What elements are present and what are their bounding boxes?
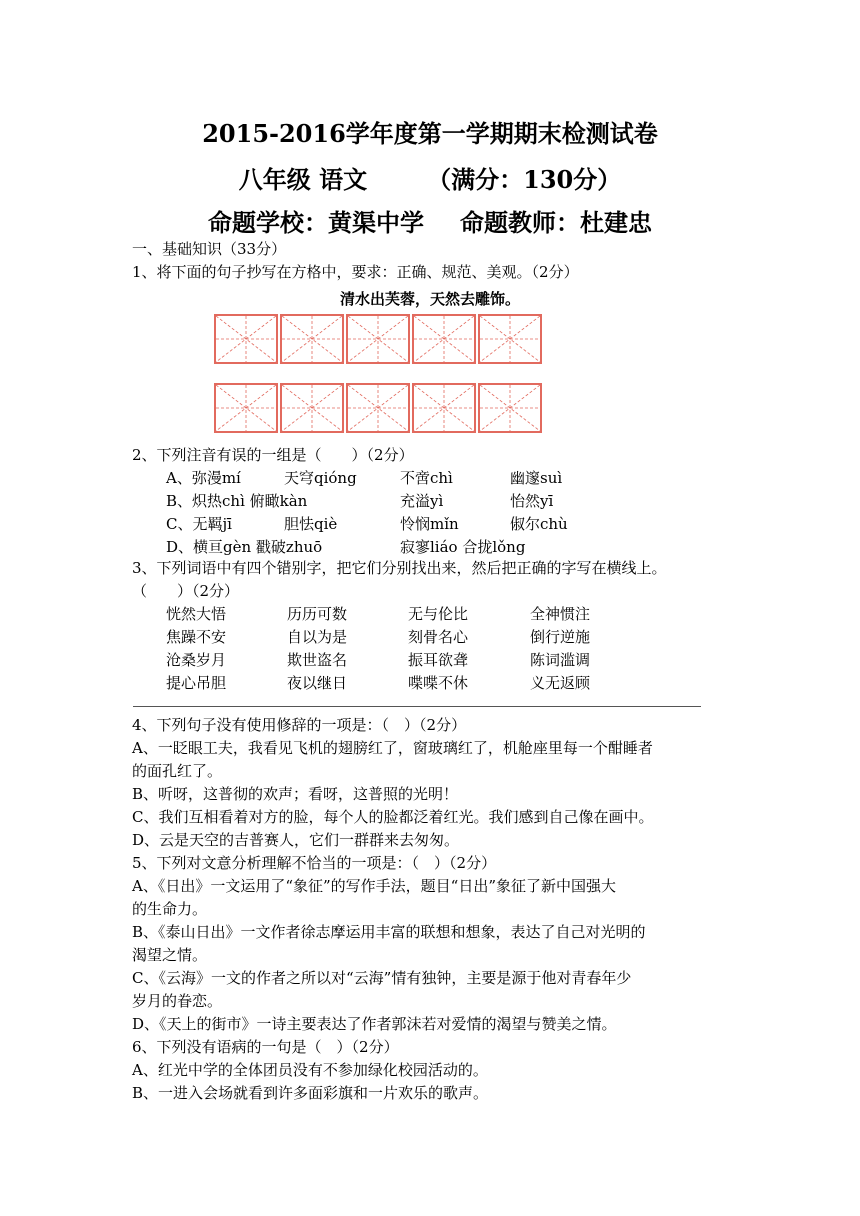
writing-grid-row-1 (214, 314, 544, 364)
q5-option-d: D、《天上的街市》一诗主要表达了作者郭沫若对爱情的渴望与赞美之情。 (132, 1015, 617, 1033)
q2-option-item: 不啻chì (400, 469, 453, 487)
grid-cell[interactable] (478, 383, 542, 433)
q3-word: 欺世盗名 (287, 651, 348, 669)
q2-option-item: D、横亘gèn 戳破zhuō (166, 538, 323, 556)
q3-word: 夜以继日 (287, 674, 348, 692)
q3-word: 无与伦比 (408, 605, 469, 623)
writing-grid-row-2 (214, 383, 544, 433)
q3-paren: （ ）（2分） (132, 582, 240, 600)
section-heading: 一、基础知识（33分） (132, 240, 287, 258)
q4-option-b: B、听呀，这普彻的欢声；看呀，这普照的光明！ (132, 785, 459, 803)
q3-word: 焦躁不安 (166, 628, 227, 646)
q4-text: 4、下列句子没有使用修辞的一项是：（ ）（2分） (132, 716, 467, 734)
q2-option-item: 幽邃suì (510, 469, 563, 487)
grid-cell[interactable] (346, 314, 410, 364)
q3-word: 恍然大悟 (166, 605, 227, 623)
q6-option-a: A、红光中学的全体团员没有不参加绿化校园活动的。 (132, 1061, 488, 1079)
q5-option-a: A、《日出》一文运用了“象征”的写作手法，题目“日出”象征了新中国强大 (132, 877, 617, 895)
grade-subject-line (0, 160, 860, 195)
q5-option-c: C、《云海》一文的作者之所以对“云海”情有独钟，主要是源于他对青春年少 (132, 969, 632, 987)
q3-word: 全神惯注 (530, 605, 591, 623)
q4-option-a: A、一眨眼工夫，我看见飞机的翅膀红了，窗玻璃红了，机舱座里每一个酣睡者 (132, 739, 653, 757)
school: 命题学校：黄渠中学 (208, 208, 424, 237)
q2-option-item: 胆怯qiè (284, 515, 338, 533)
q3-word: 历历可数 (287, 605, 348, 623)
q5-text: 5、下列对文意分析理解不恰当的一项是：（ ）（2分） (132, 854, 497, 872)
q5-option-b: B、《泰山日出》一文作者徐志摩运用丰富的联想和想象，表达了自己对光明的 (132, 923, 646, 941)
grid-cell[interactable] (478, 314, 542, 364)
answer-line[interactable] (133, 706, 701, 707)
grid-cell[interactable] (346, 383, 410, 433)
grid-cell[interactable] (412, 383, 476, 433)
grid-cell[interactable] (280, 383, 344, 433)
grid-cell[interactable] (280, 314, 344, 364)
q3-word: 振耳欲聋 (408, 651, 469, 669)
q2-option-item: C、无羁jī (166, 515, 232, 533)
q3-word: 自以为是 (287, 628, 348, 646)
grade-subject: 八年级 语文 (238, 165, 368, 194)
q6-text: 6、下列没有语病的一句是（ ）（2分） (132, 1038, 399, 1056)
q2-option-item: 寂寥liáo 合拢lǒng (400, 538, 526, 556)
q3-word: 提心吊胆 (166, 674, 227, 692)
q3-word: 倒行逆施 (530, 628, 591, 646)
q2-text: 2、下列注音有误的一组是（ ）（2分） (132, 446, 414, 464)
q3-word: 陈词滥调 (530, 651, 591, 669)
q2-option-item: 怜悯mǐn (400, 515, 459, 533)
grid-cell[interactable] (214, 383, 278, 433)
q1-text: 1、将下面的句子抄写在方格中，要求：正确、规范、美观。（2分） (132, 263, 579, 281)
grid-cell[interactable] (412, 314, 476, 364)
q4-option-a-cont: 的面孔红了。 (132, 762, 223, 780)
q2-option-item: 天穹qióng (284, 469, 357, 487)
q1-sentence: 清水出芙蓉，天然去雕饰。 (339, 290, 520, 308)
author-line (0, 203, 860, 238)
q2-option-item: A、弥漫mí (166, 469, 241, 487)
q3-text: 3、下列词语中有四个错别字，把它们分别找出来，然后把正确的字写在横线上。 (132, 559, 667, 577)
teacher: 命题教师：杜建忠 (460, 208, 652, 237)
q3-word: 喋喋不休 (408, 674, 469, 692)
q5-option-c-cont: 岁月的眷恋。 (132, 992, 223, 1010)
q2-option-item: B、炽热chì 俯瞰kàn (166, 492, 308, 510)
q4-option-c: C、我们互相看着对方的脸，每个人的脸都泛着红光。我们感到自己像在画中。 (132, 808, 654, 826)
q6-option-b: B、一进入会场就看到许多面彩旗和一片欢乐的歌声。 (132, 1084, 489, 1102)
q2-option-item: 怡然yī (510, 492, 554, 510)
q4-option-d: D、云是天空的吉普赛人，它们一群群来去匆匆。 (132, 831, 460, 849)
q5-option-b-cont: 渴望之情。 (132, 946, 208, 964)
q2-option-item: 充溢yì (400, 492, 444, 510)
full-score: （满分：130分） (427, 165, 622, 194)
q3-word: 沧桑岁月 (166, 651, 227, 669)
exam-title: 2015-2016学年度第一学期期末检测试卷 (202, 119, 658, 148)
q3-word: 刻骨名心 (408, 628, 469, 646)
q2-option-item: 俶尔chù (510, 515, 568, 533)
q5-option-a-cont: 的生命力。 (132, 900, 208, 918)
q3-word: 义无返顾 (530, 674, 591, 692)
grid-cell[interactable] (214, 314, 278, 364)
